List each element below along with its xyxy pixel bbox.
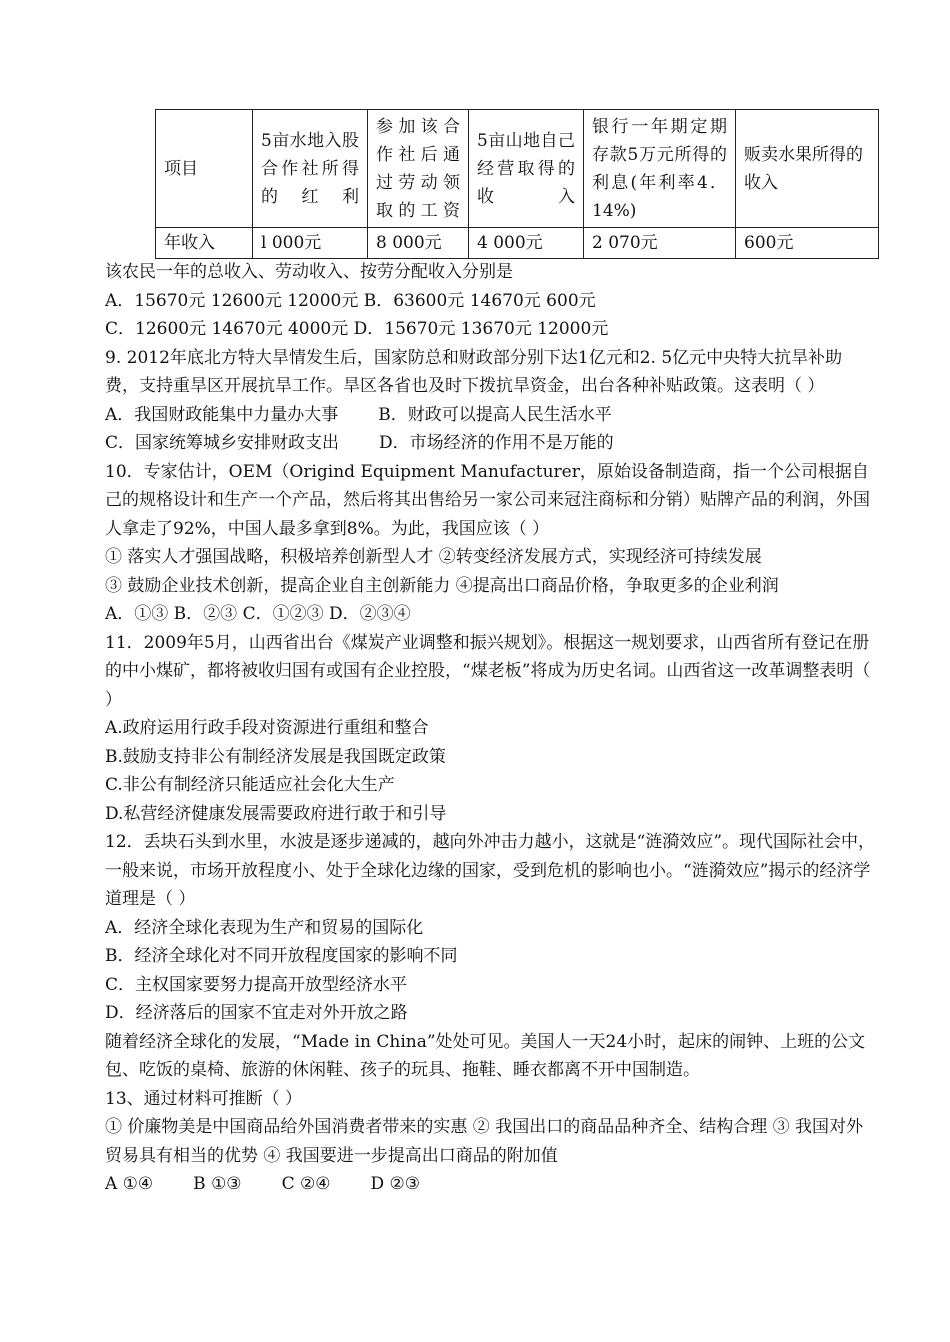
q9-options-row2 bbox=[105, 429, 875, 458]
q12-option-b: B．经济全球化对不同开放程度国家的影响不同 bbox=[105, 946, 458, 966]
q8-stem: 该农民一年的总收入、劳动收入、按劳分配收入分别是 bbox=[105, 262, 513, 282]
q9-stem: 9. 2012年底北方特大旱情发生后，国家防总和财政部分别下达1亿元和2. 5亿元中央特大抗旱补助费，支持重旱区开展抗旱工作。旱区各省也及时下拨抗旱资金，出台各种补贴政策。这表明（ ） bbox=[105, 347, 843, 396]
q13-option-b: B ①③ bbox=[193, 1174, 242, 1194]
table-cell: 年收入 bbox=[156, 228, 253, 259]
table-header-cell: 贩卖水果所得的收入 bbox=[736, 110, 879, 228]
q12-option-a: A．经济全球化表现为生产和贸易的国际化 bbox=[105, 917, 424, 938]
table-cell: 4 000元 bbox=[469, 228, 584, 259]
q9-option-a: A．我国财政能集中力量办大事 bbox=[105, 404, 339, 425]
table-header-cell: 银行一年期定期存款5万元所得的利息(年利率4．14%) bbox=[584, 110, 736, 228]
q13-options bbox=[105, 1170, 875, 1199]
table-header-cell: 5亩山地自己经营取得的收入 bbox=[469, 110, 584, 228]
q9-options-row1 bbox=[105, 401, 875, 430]
table-header-cell: 5亩水地入股合作社所得的红利 bbox=[253, 110, 368, 228]
table-header-cell: 参加该合作社后通过劳动领取的工资 bbox=[368, 110, 469, 228]
table-row bbox=[156, 228, 879, 259]
table-cell: l 000元 bbox=[253, 228, 368, 259]
question-text bbox=[105, 258, 875, 1199]
q10-items-line2: ③ 鼓励企业技术创新，提高企业自主创新能力 ④提高出口商品价格，争取更多的企业利润 bbox=[105, 575, 779, 596]
q9-option-d: D．市场经济的作用不是万能的 bbox=[379, 433, 614, 453]
table-cell: 8 000元 bbox=[368, 228, 469, 259]
table-header-row bbox=[156, 110, 879, 228]
q8-options-line2: C．12600元 14670元 4000元 D．15670元 13670元 12000元 bbox=[105, 319, 609, 339]
q9-option-b: B．财政可以提高人民生活水平 bbox=[378, 404, 612, 425]
q11-option-b: B.鼓励支持非公有制经济发展是我国既定政策 bbox=[105, 746, 446, 767]
q13-option-c: C ②④ bbox=[281, 1174, 331, 1194]
q10-stem: 10．专家估计，OEM（Origind Equipment Manufacturer，原始设备制造商，指一个公司根据自己的规格设计和生产一个产品，然后将其出售给另一家公司来冠注商标和分销）贴牌产品的利润，外国人拿走了92%，中国人最多拿到8%。为此，我国应该（ ） bbox=[105, 461, 870, 539]
q13-option-d: D ②③ bbox=[370, 1174, 420, 1194]
q11-option-a: A.政府运用行政手段对资源进行重组和整合 bbox=[105, 718, 429, 738]
q13-stem: 13、通过材料可推断（ ） bbox=[105, 1088, 303, 1109]
table-header-cell: 项目 bbox=[156, 110, 253, 228]
q10-options: A．①③ B．②③ C．①②③ D．②③④ bbox=[105, 604, 411, 624]
table-cell: 600元 bbox=[736, 228, 879, 259]
q12-stem: 12．丢块石头到水里，水波是逐步递减的，越向外冲击力越小，这就是“涟漪效应”。现代国际社会中，一般来说，市场开放程度小、处于全球化边缘的国家，受到危机的影响也小。“涟漪效应”揭示的经济学道理是（ ） bbox=[105, 832, 876, 909]
q12-option-d: D．经济落后的国家不宜走对外开放之路 bbox=[105, 1003, 408, 1023]
q13-option-a: A ①④ bbox=[105, 1174, 154, 1194]
q10-items-line1: ① 落实人才强国战略，积极培养创新型人才 ②转变经济发展方式，实现经济可持续发展 bbox=[105, 547, 762, 567]
income-table bbox=[155, 109, 879, 259]
q8-options-line1: A．15670元 12600元 12000元 B．63600元 14670元 600元 bbox=[105, 290, 596, 311]
q12-option-c: C．主权国家要努力提高开放型经济水平 bbox=[105, 974, 408, 995]
material-passage: 随着经济全球化的发展，“Made in China”处处可见。美国人一天24小时，起床的闹钟、上班的公文包、吃饭的桌椅、旅游的休闲鞋、孩子的玩具、拖鞋、睡衣都离不开中国制造。 bbox=[105, 1031, 866, 1080]
table-cell: 2 070元 bbox=[584, 228, 736, 259]
q11-stem: 11．2009年5月，山西省出台《煤炭产业调整和振兴规划》。根据这一规划要求，山西省所有登记在册的中小煤矿，都将被收归国有或国有企业控股，“煤老板”将成为历史名词。山西省这一改革调整表明（ ） bbox=[105, 632, 871, 710]
q11-option-c: C.非公有制经济只能适应社会化大生产 bbox=[105, 775, 395, 795]
q11-option-d: D.私营经济健康发展需要政府进行敢于和引导 bbox=[105, 803, 447, 824]
q9-option-c: C．国家统筹城乡安排财政支出 bbox=[105, 433, 340, 453]
q13-items: ① 价廉物美是中国商品给外国消费者带来的实惠 ② 我国出口的商品品种齐全、结构合理 ③ 我国对外贸易具有相当的优势 ④ 我国要进一步提高出口商品的附加值 bbox=[105, 1117, 864, 1166]
